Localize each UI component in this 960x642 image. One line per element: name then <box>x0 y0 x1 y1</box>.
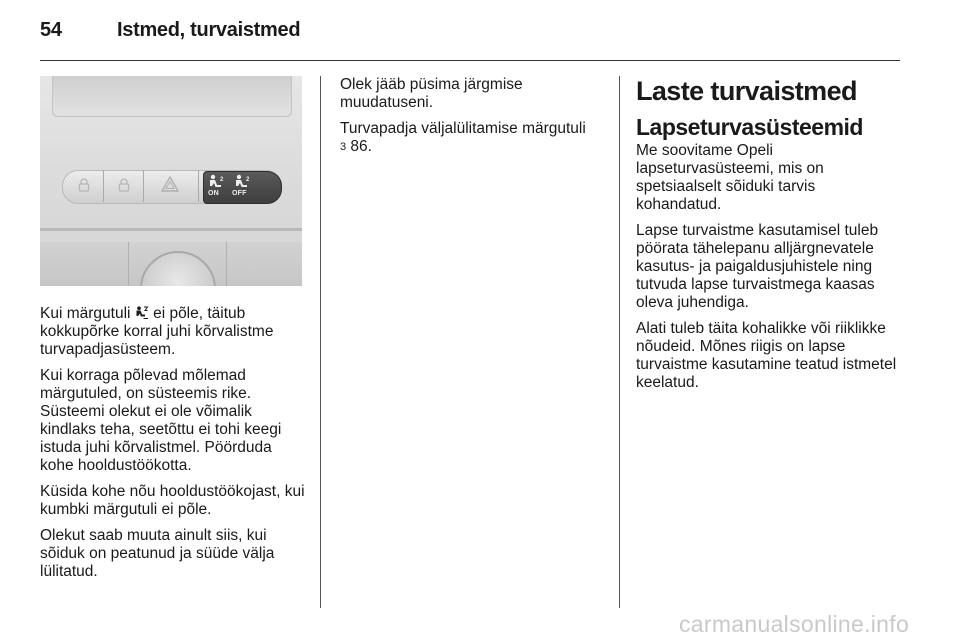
page-reference: 86. <box>346 138 372 155</box>
page-reference-arrow: 3 <box>340 141 347 153</box>
lock-icon <box>118 178 130 192</box>
lower-seam <box>128 242 129 286</box>
paragraph: Me soovitame Opeli lapseturvasüsteemi, mis on spetsiaalselt sõiduki tarvis kohandatud. <box>636 142 824 213</box>
column-3 <box>636 76 902 400</box>
airbag-on-label: ON <box>208 190 219 197</box>
column-divider <box>320 76 321 608</box>
section-title: Istmed, turvaistmed <box>117 19 301 41</box>
header-rule <box>40 60 900 61</box>
button-seam <box>143 170 144 202</box>
paragraph: Kui märgutuli ei põle, täitub kokkupõrke korral juhi kõrvalistme turvapadjasüsteem. <box>40 305 274 358</box>
airbag-indicator-icon <box>135 306 149 320</box>
button-seam <box>103 170 104 202</box>
paragraph: Olek jääb püsima järgmise muudatuseni. <box>340 76 523 111</box>
panel-band <box>40 228 302 231</box>
dashboard-photo <box>40 76 302 286</box>
upper-panel <box>52 76 292 117</box>
paragraph: Lapse turvaistme kasutamisel tuleb pöörata tähelepanu alljärgnevatele kasutus- ja paigaldusjuhistele ning tutvuda lapse turvaistmega kaasas oleva juhendiga. <box>636 222 879 311</box>
button-seam <box>198 170 199 202</box>
paragraph: Alati tuleb täita kohalikke või riiklikke nõudeid. Mõnes riigis on lapse turvaistme kasutamine teatud istmetel keelatud. <box>636 320 897 391</box>
watermark: carmanualsonline.info <box>679 611 910 637</box>
column-2 <box>340 76 608 164</box>
lower-seam <box>226 242 227 286</box>
heading-child-seats: Laste turvaistmed <box>636 76 857 106</box>
column-divider <box>619 76 620 608</box>
airbag-on-icon <box>207 174 227 190</box>
page-number: 54 <box>40 19 62 41</box>
paragraph: Turvapadja väljalülitamise märgutuli 3 86. <box>340 120 586 155</box>
paragraph: Kui korraga põlevad mõlemad märgutuled, on süsteemis rike. Süsteemi olekut ei ole võimalik kindlaks teha, seetõttu ei tohi keegi istuda juhi kõrvalistmel. Pöörduda kohe hooldustöökotta. <box>40 367 282 474</box>
svg-text:2: 2 <box>220 177 224 183</box>
paragraph: Olekut saab muuta ainult siis, kui sõiduk on peatunud ja süüde välja lülitatud. <box>40 527 275 580</box>
airbag-off-icon <box>233 174 253 190</box>
airbag-off-label: OFF <box>232 190 247 197</box>
heading-child-restraint-systems: Lapseturvasüsteemid <box>636 114 863 140</box>
hazard-warning-icon <box>160 175 180 193</box>
svg-text:2: 2 <box>246 177 250 183</box>
column-1 <box>40 305 308 589</box>
lock-icon <box>78 178 90 192</box>
paragraph: Küsida kohe nõu hooldustöökojast, kui kumbki märgutuli ei põle. <box>40 483 305 518</box>
